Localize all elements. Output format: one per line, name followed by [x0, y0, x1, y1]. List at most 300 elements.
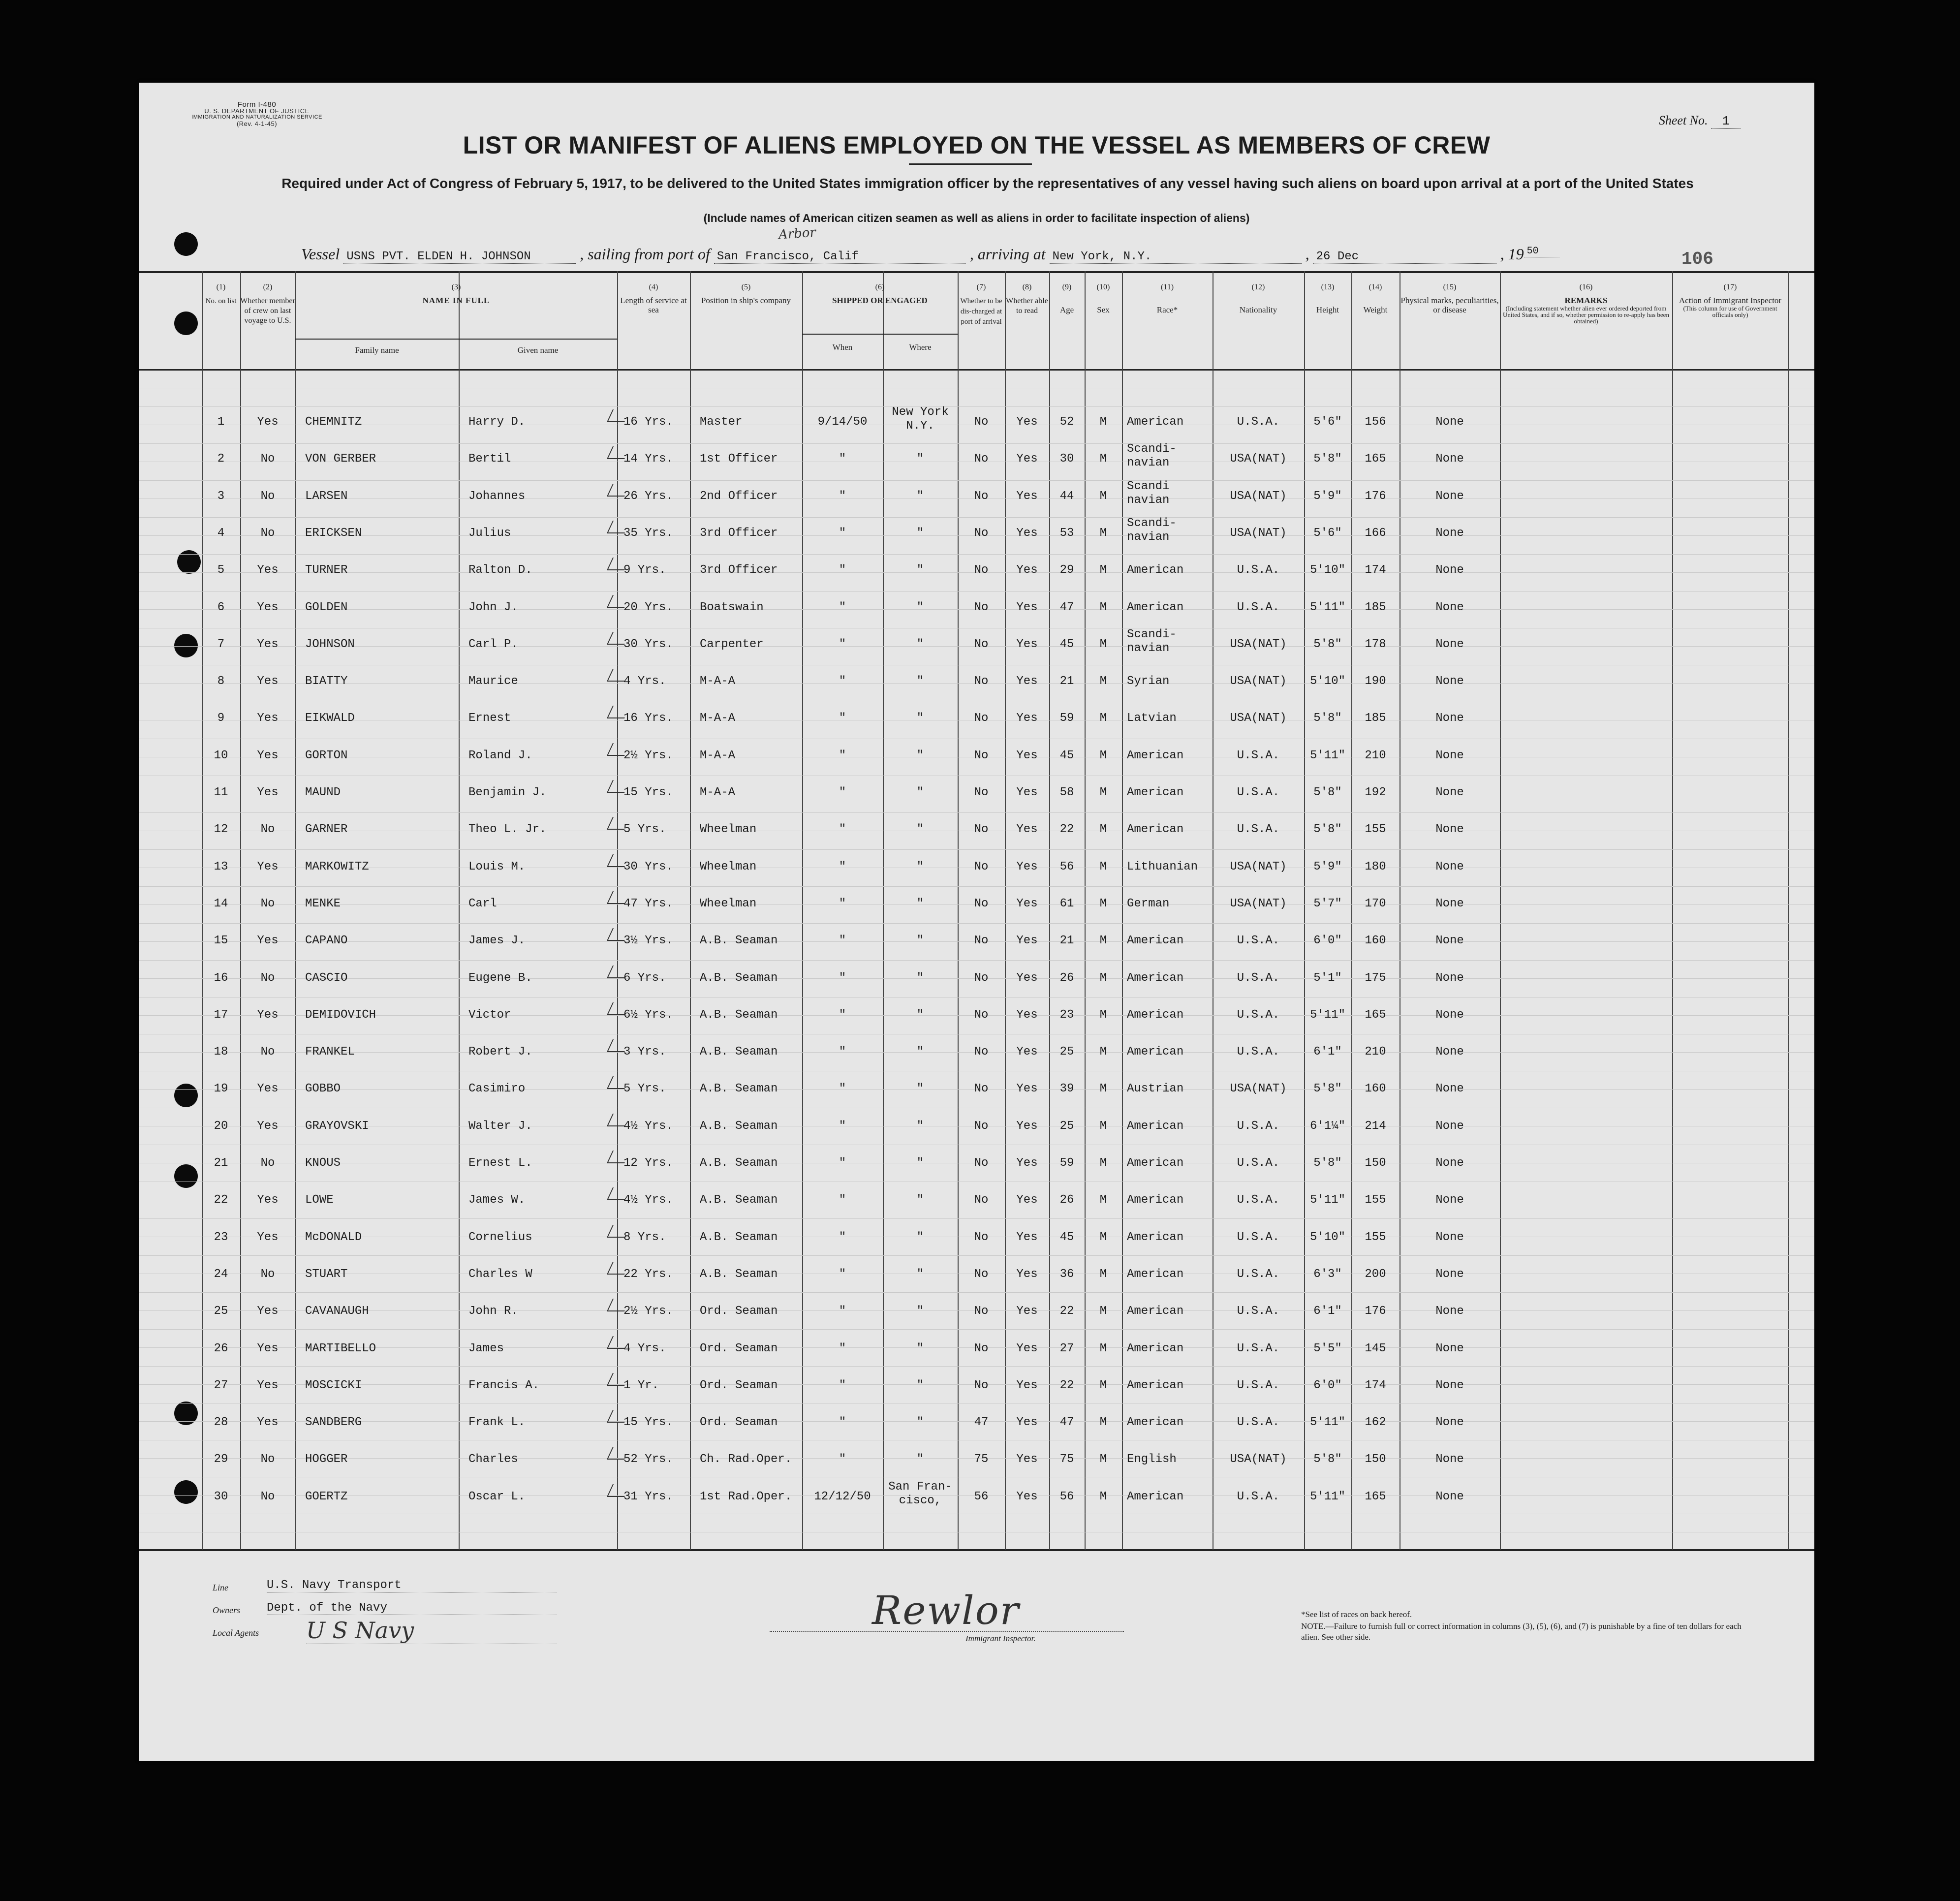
cell-read: Yes — [1016, 1045, 1038, 1059]
service-name: IMMIGRATION AND NATURALIZATION SERVICE — [191, 114, 322, 120]
cell-marks: None — [1435, 489, 1464, 503]
cell-no: 20 — [214, 1119, 228, 1133]
cell-sex: M — [1099, 712, 1107, 725]
cell-age: 27 — [1059, 1341, 1074, 1355]
cell-position: M-A-A — [700, 748, 736, 762]
cell-read: Yes — [1016, 786, 1038, 799]
cell-where: " — [916, 563, 924, 577]
cell-weight: 160 — [1365, 1082, 1386, 1096]
cell-prev: Yes — [257, 1416, 279, 1430]
footer-line-value: U.S. Navy Transport — [267, 1579, 557, 1592]
row-rule — [139, 406, 1814, 407]
cell-discharged: No — [974, 675, 989, 688]
cell-age: 25 — [1059, 1119, 1074, 1133]
cell-age: 61 — [1059, 897, 1074, 910]
cell-race: American — [1127, 1045, 1184, 1059]
cell-position: 3rd Officer — [700, 526, 778, 540]
cell-age: 56 — [1059, 860, 1074, 873]
cell-position: A.B. Seaman — [700, 1230, 778, 1244]
cell-marks: None — [1435, 1119, 1464, 1133]
cell-sex: M — [1099, 489, 1107, 503]
cell-sex: M — [1099, 1082, 1107, 1096]
cell-service: 47 Yrs. — [623, 897, 673, 910]
cell-no: 3 — [217, 489, 225, 503]
cell-sex: M — [1099, 823, 1107, 837]
col-header-position: (5) Position in ship's company — [701, 283, 791, 305]
cell-age: 36 — [1059, 1267, 1074, 1281]
cell-height: 5'8" — [1313, 712, 1342, 725]
cell-height: 5'11" — [1309, 1416, 1345, 1430]
cell-family: LOWE — [305, 1193, 334, 1207]
cell-marks: None — [1435, 637, 1464, 651]
col-header-no: (1) No. on list — [205, 283, 237, 305]
cell-where: " — [916, 1230, 924, 1244]
col-header-remarks: (16) REMARKS (Including statement whether alien ever ordered deported from United States, and if so, whether permission to re-apply has been obtained) — [1503, 283, 1669, 325]
cell-height: 5'7" — [1313, 897, 1342, 910]
cell-race: American — [1127, 1416, 1184, 1430]
cell-nationality: USA(NAT) — [1230, 1082, 1287, 1096]
cell-sex: M — [1099, 934, 1107, 948]
cell-marks: None — [1435, 748, 1464, 762]
cell-weight: 150 — [1365, 1156, 1386, 1170]
cell-no: 27 — [214, 1378, 228, 1392]
cell-family: HOGGER — [305, 1453, 348, 1466]
cell-age: 53 — [1059, 526, 1074, 540]
row-rule — [139, 812, 1814, 813]
cell-age: 58 — [1059, 786, 1074, 799]
cell-age: 29 — [1059, 563, 1074, 577]
cell-service: 4½ Yrs. — [623, 1193, 673, 1207]
cell-position: A.B. Seaman — [700, 1045, 778, 1059]
cell-no: 4 — [217, 526, 225, 540]
col-header-service: (4) Length of service at sea — [620, 283, 687, 314]
cell-service: 6½ Yrs. — [623, 1008, 673, 1022]
subheader-rule — [802, 334, 958, 335]
cell-read: Yes — [1016, 971, 1038, 985]
cell-no: 21 — [214, 1156, 228, 1170]
cell-age: 21 — [1059, 675, 1074, 688]
col-header-physical-marks: (15) Physical marks, peculiarities, or disease — [1400, 283, 1499, 314]
cell-when: " — [839, 823, 846, 837]
cell-when: " — [839, 897, 846, 910]
cell-prev: Yes — [257, 1305, 279, 1318]
cell-where: San Fran-cisco, — [888, 1480, 952, 1507]
cell-no: 24 — [214, 1267, 228, 1281]
cell-position: A.B. Seaman — [700, 1008, 778, 1022]
cell-sex: M — [1099, 1305, 1107, 1318]
cell-read: Yes — [1016, 1341, 1038, 1355]
cell-weight: 174 — [1365, 1378, 1386, 1392]
cell-height: 5'11" — [1309, 1490, 1345, 1503]
cell-where: " — [916, 1082, 924, 1096]
cell-family: GOLDEN — [305, 600, 348, 614]
cell-age: 44 — [1059, 489, 1074, 503]
cell-position: A.B. Seaman — [700, 1267, 778, 1281]
cell-family: STUART — [305, 1267, 348, 1281]
cell-where: " — [916, 452, 924, 466]
cell-family: KNOUS — [305, 1156, 341, 1170]
cell-nationality: USA(NAT) — [1230, 489, 1287, 503]
cell-read: Yes — [1016, 748, 1038, 762]
cell-given: Ernest L. — [468, 1156, 532, 1170]
cell-read: Yes — [1016, 1267, 1038, 1281]
cell-where: " — [916, 526, 924, 540]
cell-sex: M — [1099, 452, 1107, 466]
cell-age: 22 — [1059, 1305, 1074, 1318]
cell-nationality: U.S.A. — [1237, 1305, 1280, 1318]
cell-sex: M — [1099, 1119, 1107, 1133]
cell-no: 14 — [214, 897, 228, 910]
cell-marks: None — [1435, 823, 1464, 837]
cell-when: " — [839, 860, 846, 873]
cell-position: 1st Officer — [700, 452, 778, 466]
cell-read: Yes — [1016, 897, 1038, 910]
cell-height: 5'11" — [1309, 1193, 1345, 1207]
cell-where: " — [916, 1453, 924, 1466]
vessel-line: Vessel USNS PVT. ELDEN H. JOHNSON , sailing from port of San Francisco, Calif , arriving at New York, N.Y. , 26 Dec , 19 50 — [301, 245, 1559, 264]
cell-marks: None — [1435, 1341, 1464, 1355]
cell-marks: None — [1435, 1193, 1464, 1207]
cell-given: Francis A. — [468, 1378, 540, 1392]
cell-given: Cornelius — [468, 1230, 532, 1244]
cell-nationality: U.S.A. — [1237, 563, 1280, 577]
cell-read: Yes — [1016, 415, 1038, 429]
cell-given: Harry D. — [468, 415, 526, 429]
row-rule — [139, 1292, 1814, 1293]
cell-height: 5'6" — [1313, 526, 1342, 540]
cell-weight: 180 — [1365, 860, 1386, 873]
cell-position: Ord. Seaman — [700, 1341, 778, 1355]
page-stamp-number: 106 — [1681, 249, 1713, 269]
cell-given: Benjamin J. — [468, 786, 547, 799]
cell-given: Casimiro — [468, 1082, 526, 1096]
cell-where: " — [916, 1416, 924, 1430]
cell-read: Yes — [1016, 563, 1038, 577]
cell-height: 5'8" — [1313, 452, 1342, 466]
cell-no: 26 — [214, 1341, 228, 1355]
arriving-port: New York, N.Y. — [1050, 250, 1302, 264]
cell-family: ERICKSEN — [305, 526, 362, 540]
cell-when: " — [839, 1082, 846, 1096]
cell-sex: M — [1099, 1378, 1107, 1392]
cell-position: A.B. Seaman — [700, 1082, 778, 1096]
cell-service: 6 Yrs. — [623, 971, 666, 985]
cell-weight: 210 — [1365, 1045, 1386, 1059]
cell-weight: 166 — [1365, 526, 1386, 540]
cell-marks: None — [1435, 1267, 1464, 1281]
cell-read: Yes — [1016, 1008, 1038, 1022]
cell-read: Yes — [1016, 1193, 1038, 1207]
cell-height: 6'3" — [1313, 1267, 1342, 1281]
cell-age: 26 — [1059, 1193, 1074, 1207]
cell-family: MAUND — [305, 786, 341, 799]
cell-service: 30 Yrs. — [623, 637, 673, 651]
cell-given: John J. — [468, 600, 518, 614]
cell-age: 25 — [1059, 1045, 1074, 1059]
cell-no: 9 — [217, 712, 225, 725]
cell-no: 30 — [214, 1490, 228, 1503]
cell-nationality: USA(NAT) — [1230, 452, 1287, 466]
cell-no: 22 — [214, 1193, 228, 1207]
cell-nationality: U.S.A. — [1237, 1193, 1280, 1207]
cell-prev: No — [260, 897, 275, 910]
cell-height: 6'1¼" — [1309, 1119, 1345, 1133]
row-rule — [139, 480, 1814, 481]
cell-service: 2½ Yrs. — [623, 748, 673, 762]
cell-weight: 165 — [1365, 1008, 1386, 1022]
cell-height: 6'1" — [1313, 1045, 1342, 1059]
cell-when: 9/14/50 — [817, 415, 868, 429]
col-header-where: Where — [909, 343, 932, 352]
cell-given: Louis M. — [468, 860, 526, 873]
cell-where: " — [916, 897, 924, 910]
cell-sex: M — [1099, 415, 1107, 429]
handwritten-sailing-annotation: Arbor — [778, 225, 816, 243]
cell-discharged: No — [974, 786, 989, 799]
cell-height: 6'1" — [1313, 1305, 1342, 1318]
races-note: *See list of races on back hereof. — [1301, 1610, 1412, 1619]
cell-read: Yes — [1016, 452, 1038, 466]
cell-prev: No — [260, 1453, 275, 1466]
cell-no: 25 — [214, 1305, 228, 1318]
cell-discharged: No — [974, 897, 989, 910]
cell-no: 17 — [214, 1008, 228, 1022]
cell-weight: 210 — [1365, 748, 1386, 762]
cell-height: 6'0" — [1313, 934, 1342, 948]
page-subnote: (Include names of American citizen seamen as well as aliens in order to facilitate inspection of aliens) — [703, 212, 1250, 224]
cell-prev: Yes — [257, 563, 279, 577]
cell-when: " — [839, 1230, 846, 1244]
cell-height: 5'11" — [1309, 748, 1345, 762]
cell-race: Latvian — [1127, 712, 1177, 725]
cell-marks: None — [1435, 1378, 1464, 1392]
cell-read: Yes — [1016, 1119, 1038, 1133]
cell-discharged: 75 — [974, 1453, 989, 1466]
cell-where: " — [916, 748, 924, 762]
cell-read: Yes — [1016, 526, 1038, 540]
cell-race: American — [1127, 1378, 1184, 1392]
cell-sex: M — [1099, 1193, 1107, 1207]
cell-race: American — [1127, 1230, 1184, 1244]
cell-race: American — [1127, 1156, 1184, 1170]
cell-height: 5'8" — [1313, 637, 1342, 651]
page-subtitle: Required under Act of Congress of February 5, 1917, to be delivered to the United States immigration officer by the representatives of any vessel having such aliens on board upon arrival at a port of the United States — [281, 176, 1694, 191]
cell-sex: M — [1099, 526, 1107, 540]
cell-no: 11 — [214, 786, 228, 799]
row-rule — [139, 886, 1814, 887]
cell-no: 5 — [217, 563, 225, 577]
cell-age: 30 — [1059, 452, 1074, 466]
cell-when: " — [839, 1378, 846, 1392]
cell-position: Ord. Seaman — [700, 1416, 778, 1430]
cell-service: 5 Yrs. — [623, 823, 666, 837]
cell-read: Yes — [1016, 1453, 1038, 1466]
cell-weight: 200 — [1365, 1267, 1386, 1281]
col-header-when: When — [832, 343, 853, 352]
cell-service: 9 Yrs. — [623, 563, 666, 577]
cell-family: CAPANO — [305, 934, 348, 948]
cell-position: Wheelman — [700, 897, 757, 910]
cell-given: Ernest — [468, 712, 511, 725]
cell-age: 52 — [1059, 415, 1074, 429]
cell-race: American — [1127, 415, 1184, 429]
cell-nationality: U.S.A. — [1237, 1156, 1280, 1170]
cell-nationality: U.S.A. — [1237, 600, 1280, 614]
cell-discharged: No — [974, 934, 989, 948]
cell-nationality: U.S.A. — [1237, 786, 1280, 799]
cell-race: Scandi-navian — [1127, 442, 1177, 470]
cell-weight: 192 — [1365, 786, 1386, 799]
form-identifier — [188, 101, 326, 127]
cell-marks: None — [1435, 934, 1464, 948]
punch-hole — [174, 1480, 198, 1504]
revision-date: (Rev. 4-1-45) — [236, 120, 278, 127]
cell-when: " — [839, 1453, 846, 1466]
cell-position: A.B. Seaman — [700, 934, 778, 948]
cell-where: " — [916, 600, 924, 614]
cell-service: 8 Yrs. — [623, 1230, 666, 1244]
cell-family: MOSCICKI — [305, 1378, 362, 1392]
row-rule — [139, 960, 1814, 961]
cell-given: James W. — [468, 1193, 526, 1207]
cell-when: " — [839, 971, 846, 985]
cell-when: " — [839, 1416, 846, 1430]
cell-sex: M — [1099, 897, 1107, 910]
punch-hole — [174, 232, 198, 256]
cell-service: 30 Yrs. — [623, 860, 673, 873]
cell-family: McDONALD — [305, 1230, 362, 1244]
cell-when: " — [839, 637, 846, 651]
cell-no: 28 — [214, 1416, 228, 1430]
cell-race: Scandi navian — [1127, 479, 1170, 507]
cell-nationality: U.S.A. — [1237, 1416, 1280, 1430]
cell-service: 14 Yrs. — [623, 452, 673, 466]
cell-sex: M — [1099, 637, 1107, 651]
row-rule — [139, 591, 1814, 592]
sheet-number-value: 1 — [1711, 114, 1741, 129]
row-rule — [139, 849, 1814, 850]
cell-nationality: USA(NAT) — [1230, 526, 1287, 540]
cell-service: 20 Yrs. — [623, 600, 673, 614]
punch-hole — [174, 634, 198, 657]
cell-read: Yes — [1016, 1490, 1038, 1503]
cell-no: 12 — [214, 823, 228, 837]
manifest-sheet — [139, 83, 1814, 1761]
cell-height: 5'8" — [1313, 823, 1342, 837]
inspector-label: Immigrant Inspector. — [965, 1634, 1036, 1643]
cell-weight: 176 — [1365, 489, 1386, 503]
cell-prev: No — [260, 452, 275, 466]
cell-marks: None — [1435, 675, 1464, 688]
cell-nationality: U.S.A. — [1237, 1008, 1280, 1022]
row-rule — [139, 1366, 1814, 1367]
cell-discharged: No — [974, 1008, 989, 1022]
cell-race: American — [1127, 1490, 1184, 1503]
cell-prev: Yes — [257, 675, 279, 688]
cell-discharged: No — [974, 1378, 989, 1392]
cell-read: Yes — [1016, 600, 1038, 614]
cell-weight: 214 — [1365, 1119, 1386, 1133]
cell-no: 10 — [214, 748, 228, 762]
cell-read: Yes — [1016, 1156, 1038, 1170]
cell-where: " — [916, 712, 924, 725]
cell-family: GOERTZ — [305, 1490, 348, 1503]
cell-service: 4 Yrs. — [623, 1341, 666, 1355]
cell-position: Ch. Rad.Oper. — [700, 1453, 792, 1466]
cell-where: " — [916, 1305, 924, 1318]
cell-sex: M — [1099, 1230, 1107, 1244]
cell-when: " — [839, 489, 846, 503]
cell-prev: Yes — [257, 748, 279, 762]
cell-nationality: U.S.A. — [1237, 1230, 1280, 1244]
cell-race: American — [1127, 971, 1184, 985]
cell-service: 31 Yrs. — [623, 1490, 673, 1503]
cell-no: 8 — [217, 675, 225, 688]
vessel-name: USNS PVT. ELDEN H. JOHNSON — [343, 250, 576, 264]
cell-race: American — [1127, 563, 1184, 577]
cell-height: 6'0" — [1313, 1378, 1342, 1392]
cell-marks: None — [1435, 1230, 1464, 1244]
cell-discharged: No — [974, 1230, 989, 1244]
cell-sex: M — [1099, 860, 1107, 873]
year-suffix: 50 — [1524, 246, 1559, 257]
cell-service: 4½ Yrs. — [623, 1119, 673, 1133]
sheet-number-label: Sheet No. — [1658, 113, 1708, 127]
cell-given: Carl P. — [468, 637, 518, 651]
cell-nationality: U.S.A. — [1237, 1490, 1280, 1503]
cell-prev: Yes — [257, 1082, 279, 1096]
department-name: U. S. DEPARTMENT OF JUSTICE — [204, 107, 310, 115]
cell-prev: No — [260, 1156, 275, 1170]
cell-no: 29 — [214, 1453, 228, 1466]
cell-race: American — [1127, 1008, 1184, 1022]
cell-sex: M — [1099, 563, 1107, 577]
cell-discharged: No — [974, 563, 989, 577]
cell-marks: None — [1435, 1082, 1464, 1096]
cell-weight: 175 — [1365, 971, 1386, 985]
cell-nationality: USA(NAT) — [1230, 675, 1287, 688]
cell-when: " — [839, 675, 846, 688]
cell-where: " — [916, 823, 924, 837]
cell-age: 39 — [1059, 1082, 1074, 1096]
cell-sex: M — [1099, 1416, 1107, 1430]
cell-discharged: 47 — [974, 1416, 989, 1430]
cell-when: " — [839, 1008, 846, 1022]
cell-marks: None — [1435, 1008, 1464, 1022]
cell-age: 21 — [1059, 934, 1074, 948]
cell-age: 23 — [1059, 1008, 1074, 1022]
cell-marks: None — [1435, 1490, 1464, 1503]
row-rule — [139, 517, 1814, 518]
punch-hole — [174, 1084, 198, 1107]
cell-service: 52 Yrs. — [623, 1453, 673, 1466]
cell-discharged: No — [974, 971, 989, 985]
cell-weight: 155 — [1365, 823, 1386, 837]
cell-prev: Yes — [257, 1119, 279, 1133]
cell-height: 5'8" — [1313, 1082, 1342, 1096]
cell-read: Yes — [1016, 1378, 1038, 1392]
footer-line-label: Line — [213, 1583, 229, 1592]
column-rule — [690, 271, 691, 1550]
cell-position: 3rd Officer — [700, 563, 778, 577]
cell-height: 5'11" — [1309, 1008, 1345, 1022]
cell-service: 5 Yrs. — [623, 1082, 666, 1096]
cell-sex: M — [1099, 1267, 1107, 1281]
cell-sex: M — [1099, 971, 1107, 985]
title-underline — [909, 163, 1032, 165]
cell-position: Master — [700, 415, 743, 429]
cell-given: Bertil — [468, 452, 511, 466]
